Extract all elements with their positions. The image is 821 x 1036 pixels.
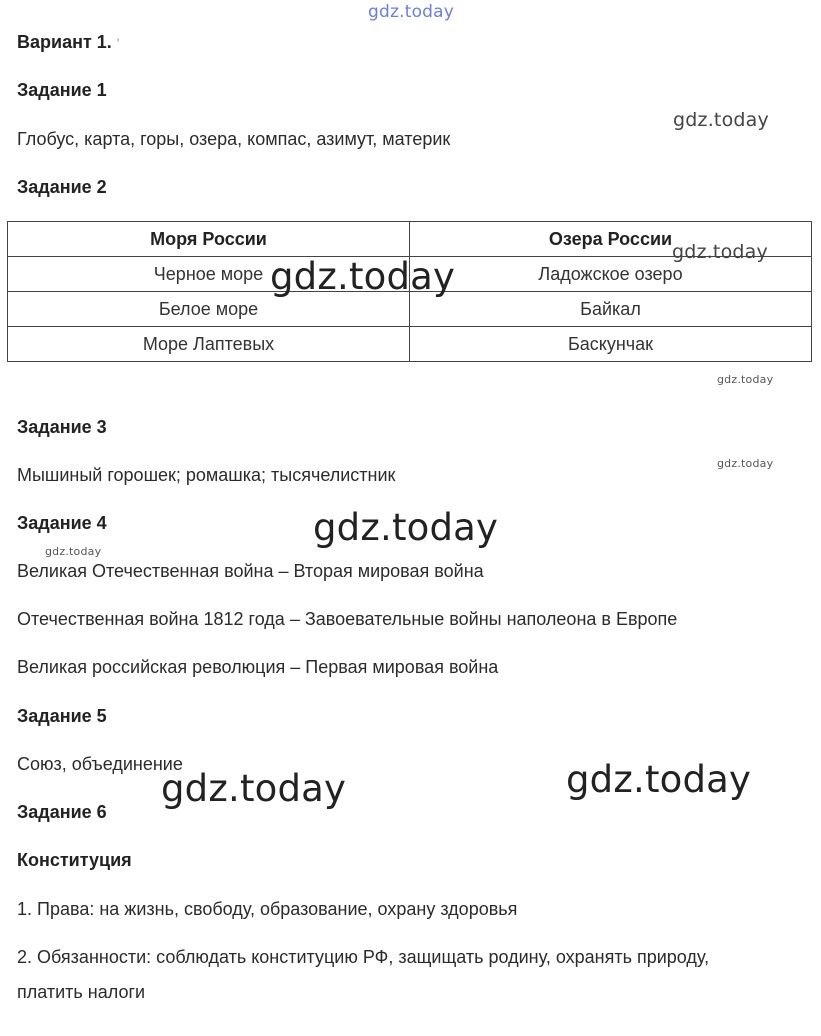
task1-heading: Задание 1 bbox=[17, 80, 107, 100]
task6-subheading: Конституция bbox=[17, 850, 132, 870]
watermark: gdz.today bbox=[717, 457, 774, 470]
task5-heading: Задание 5 bbox=[17, 706, 107, 726]
watermark-large: gdz.today bbox=[161, 767, 347, 810]
watermark-top: gdz.today bbox=[368, 2, 455, 22]
task3-text: Мышиный горошек; ромашка; тысячелистник bbox=[17, 465, 396, 485]
table-column-header: Моря России bbox=[8, 222, 410, 257]
table-cell: Баскунчак bbox=[410, 327, 812, 362]
table-cell: Ладожское озеро bbox=[410, 257, 812, 292]
task3-heading: Задание 3 bbox=[17, 417, 107, 437]
task4-heading: Задание 4 bbox=[17, 513, 107, 533]
task6-heading: Задание 6 bbox=[17, 802, 107, 822]
task6-rights: 1. Права: на жизнь, свободу, образование, охрану здоровья bbox=[17, 899, 518, 919]
table-column-header: Озера России bbox=[410, 222, 812, 257]
task6-duties-line2: платить налоги bbox=[17, 982, 146, 1002]
table-cell: Море Лаптевых bbox=[8, 327, 410, 362]
table-cell: Черное море bbox=[8, 257, 410, 292]
task4-line: Великая российская революция – Первая мировая война bbox=[17, 657, 499, 677]
task5-text: Союз, объединение bbox=[17, 754, 183, 774]
watermark: gdz.today bbox=[673, 109, 769, 131]
task6-duties-line1: 2. Обязанности: соблюдать конституцию РФ, защищать родину, охранять природу, bbox=[17, 947, 710, 967]
table-row bbox=[8, 327, 812, 362]
table-cell: Байкал bbox=[410, 292, 812, 327]
task2-heading: Задание 2 bbox=[17, 177, 107, 197]
watermark: gdz.today bbox=[717, 373, 774, 386]
variant-title: Вариант 1. ' bbox=[17, 32, 120, 52]
task4-line: Отечественная война 1812 года – Завоевательные войны наполеона в Европе bbox=[17, 609, 678, 629]
watermark: gdz.today bbox=[45, 545, 102, 558]
task4-line: Великая Отечественная война – Вторая мировая война bbox=[17, 561, 484, 581]
watermark-large: gdz.today bbox=[566, 758, 752, 801]
table-header-row bbox=[8, 222, 812, 257]
watermark-large: gdz.today bbox=[270, 255, 456, 298]
watermark: gdz.today bbox=[672, 241, 768, 263]
table-cell: Белое море bbox=[8, 292, 410, 327]
watermark-large: gdz.today bbox=[313, 506, 499, 549]
task1-text: Глобус, карта, горы, озера, компас, азимут, материк bbox=[17, 129, 451, 149]
